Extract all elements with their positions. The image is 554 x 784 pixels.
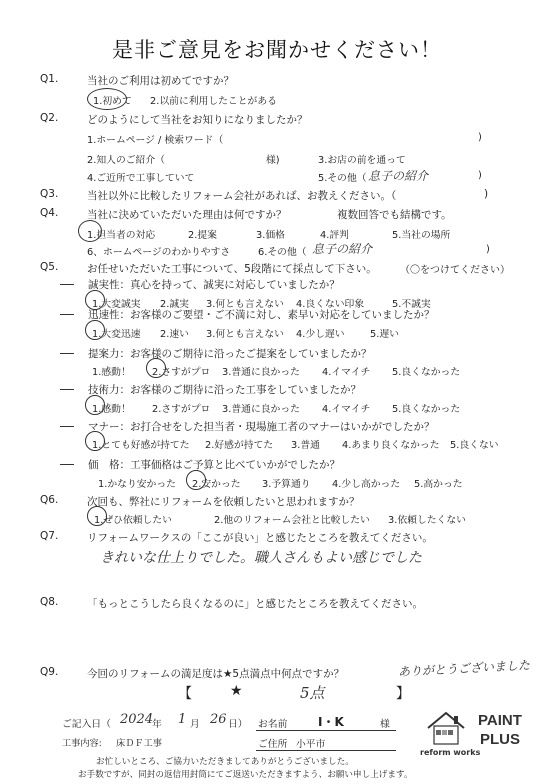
q5-item-2-answer-circle — [85, 320, 105, 340]
q4-option-3[interactable]: 3.価格 — [256, 230, 285, 241]
q2-option-2[interactable]: 2.知人のご紹介（ — [87, 155, 165, 166]
q5-bracket-4 — [60, 389, 74, 390]
q4-text: 当社に決めていただいた理由は何ですか？ — [87, 209, 287, 221]
q5-item-4-option-2[interactable]: 2.さすがプロ — [152, 404, 211, 415]
q3-close: ) — [484, 188, 489, 200]
q5-item-2-option-4[interactable]: 4.少し遅い — [296, 329, 345, 340]
date-year-unit: 年 — [152, 719, 162, 730]
q5-bracket-5 — [60, 426, 74, 427]
q6-number: Q6. — [40, 494, 59, 506]
q5-item-3-heading: 提案力：お客様のご期待に沿ったご提案をしていましたか？ — [88, 348, 372, 360]
q5-item-3-option-3[interactable]: 3.普通に良かった — [222, 367, 300, 378]
q9-text: 今回のリフォームの満足度は★5点満点中何点ですか？ — [87, 668, 345, 680]
date-year[interactable]: 2024 — [120, 712, 154, 727]
q5-item-5-option-4[interactable]: 4.あまり良くなかった — [342, 440, 440, 451]
q5-item-4-option-4[interactable]: 4.イマイチ — [322, 404, 371, 415]
q5-item-2-option-5[interactable]: 5.遅い — [370, 329, 399, 340]
footer-return-note: お手数ですが、同封の返信用封筒にてご返送いただきますよう、お願い申し上げます。 — [78, 770, 413, 780]
q5-item-1-heading: 誠実性：真心を持って、誠実に対応していましたか？ — [88, 279, 340, 291]
q5-item-5-answer-circle — [85, 431, 105, 451]
q1-option-1[interactable]: 1.初めて — [93, 96, 132, 107]
q4-note: 複数回答でも結構です。 — [337, 209, 452, 221]
q5-item-4-option-3[interactable]: 3.普通に良かった — [222, 404, 300, 415]
q1-option-2[interactable]: 2.以前に利用したことがある — [150, 96, 277, 107]
q5-text: お任せいただいた工事について、5段階にて採点して下さい。 — [87, 263, 377, 275]
q5-item-6-answer-circle — [186, 470, 206, 490]
q5-item-3-answer-circle — [146, 358, 166, 378]
q6-answer-circle — [87, 506, 107, 526]
q5-item-6-option-5[interactable]: 5.高かった — [414, 479, 463, 490]
q4-option-7-handwritten: 息子の紹介 — [312, 242, 373, 256]
q6-option-1[interactable]: 1.ぜひ依頼したい — [94, 515, 172, 526]
q3-number: Q3. — [40, 188, 59, 200]
work-label: 工事内容: — [62, 738, 102, 749]
q4-option-2[interactable]: 2.提案 — [188, 230, 217, 241]
q1-number: Q1. — [40, 73, 59, 85]
q5-item-4-heading: 技術力：お客様のご期待に沿った工事をしていましたか？ — [88, 384, 361, 396]
q5-number: Q5. — [40, 261, 59, 273]
q5-item-4-option-5[interactable]: 5.良くなかった — [392, 404, 461, 415]
q5-note: （〇をつけてください） — [400, 265, 510, 276]
q4-option-7[interactable]: 6.その他（ — [258, 247, 307, 258]
q8-number: Q8. — [40, 596, 59, 608]
q1-text: 当社のご利用は初めてですか？ — [87, 75, 234, 87]
date-month-unit: 月 — [190, 719, 200, 730]
plus-logo-text: PLUS — [480, 731, 521, 748]
house-logo-icon — [424, 708, 468, 748]
star-icon: ★ — [230, 683, 243, 699]
q2-number: Q2. — [40, 112, 59, 124]
q5-item-6-option-1[interactable]: 1.かなり安かった — [98, 479, 176, 490]
date-month[interactable]: 1 — [178, 712, 187, 727]
q9-bracket-left: 【 — [178, 686, 192, 702]
q4-option-4[interactable]: 4.評判 — [320, 230, 349, 241]
q5-bracket-1 — [60, 284, 74, 285]
paint-logo-text: PAINT — [478, 712, 522, 729]
q7-answer-handwritten: きれいな仕上りでした。職人さんもよい感じでした — [100, 550, 422, 566]
q5-item-5-option-2[interactable]: 2.好感が持てた — [205, 440, 274, 451]
date-label: ご記入日（ — [62, 719, 111, 730]
q4-option-5[interactable]: 5.当社の場所 — [392, 230, 451, 241]
q2-option-5[interactable]: 5.その他（ — [318, 173, 367, 184]
q5-item-6-option-3[interactable]: 3.予算通り — [262, 479, 311, 490]
address-label: ご住所 — [258, 739, 288, 750]
address-value[interactable]: 小平市 — [296, 739, 326, 750]
q5-item-1-option-5[interactable]: 5.不誠実 — [392, 299, 431, 310]
footer-thanks-note: お忙しいところ、ご協力いただきましてありがとうございました。 — [96, 757, 354, 767]
q9-bracket-right: 】 — [396, 686, 410, 702]
q5-bracket-6 — [60, 464, 74, 465]
q5-item-5-heading: マナー：お打合せをした担当者・現場施工者のマナーはいかがでしたか？ — [88, 421, 435, 433]
q7-number: Q7. — [40, 530, 59, 542]
q5-item-3-option-2[interactable]: 2.さすがプロ — [152, 367, 211, 378]
q9-thanks-handwritten: ありがとうございました — [397, 658, 531, 679]
q2-option-5-handwritten: 息子の紹介 — [368, 169, 429, 183]
q5-item-5-option-5[interactable]: 5.良くない — [450, 440, 499, 451]
date-day[interactable]: 26 — [210, 712, 227, 727]
q2-text: どのようにして当社をお知りになりましたか？ — [87, 114, 308, 126]
q5-item-2-heading: 迅速性：お客様のご要望・ご不満に対し、素早い対応をしていましたか？ — [88, 309, 435, 321]
q4-answer-circle — [78, 220, 102, 242]
q5-item-4-answer-circle — [85, 395, 105, 415]
q7-text: リフォームワークスの「ここが良い」と感じたところを教えてください。 — [87, 532, 433, 544]
q5-bracket-3 — [60, 353, 74, 354]
q2-option-4[interactable]: 4.ご近所で工事していて — [87, 173, 195, 184]
q5-item-4-option-1[interactable]: 1.感動！ — [92, 404, 131, 415]
q5-item-2-option-1[interactable]: 1.大変迅速 — [92, 329, 141, 340]
q5-item-3-option-4[interactable]: 4.イマイチ — [322, 367, 371, 378]
q2-option-2-suffix: 様) — [266, 155, 280, 166]
q5-item-5-option-1[interactable]: 1.とても好感が持てた — [92, 440, 190, 451]
q4-option-6[interactable]: 6、ホームページのわかりやすさ — [87, 247, 231, 258]
q5-item-5-option-3[interactable]: 3.普通 — [291, 440, 320, 451]
q5-item-2-option-3[interactable]: 3.何とも言えない — [206, 329, 284, 340]
q5-item-6-option-2[interactable]: 2.安かった — [192, 479, 241, 490]
q5-item-3-option-5[interactable]: 5.良くなかった — [392, 367, 461, 378]
q5-item-1-option-2[interactable]: 2.誠実 — [160, 299, 189, 310]
name-underline — [256, 730, 396, 731]
q5-bracket-2 — [60, 314, 74, 315]
customer-name[interactable]: I・K — [318, 715, 344, 729]
q6-option-3[interactable]: 3.依頼したくない — [388, 515, 466, 526]
work-content: 床ＤＦ工事 — [116, 738, 162, 749]
q6-text: 次回も、弊社にリフォームを依頼したいと思われますか？ — [87, 496, 360, 508]
q4-option-1[interactable]: 1.担当者の対応 — [87, 230, 156, 241]
q5-item-1-option-4[interactable]: 4.良くない印象 — [296, 299, 365, 310]
q4-option-7-close: ) — [486, 244, 490, 255]
name-label: お名前 — [258, 719, 288, 730]
q2-option-5-close: ) — [478, 170, 482, 181]
page-title: 是非ご意見をお聞かせください！ — [112, 38, 442, 62]
date-day-unit: 日） — [228, 719, 248, 730]
q5-item-2-option-2[interactable]: 2.速い — [160, 329, 189, 340]
q8-text: 「もっとこうしたら良くなるのに」と感じたところを教えてください。 — [87, 598, 423, 610]
q5-item-1-option-1[interactable]: 1.大変誠実 — [92, 299, 141, 310]
q9-score-handwritten: 5点 — [300, 684, 325, 702]
q5-item-1-option-3[interactable]: 3.何とも言えない — [206, 299, 284, 310]
q1-answer-circle — [87, 88, 127, 110]
q6-option-2[interactable]: 2.他のリフォーム会社と比較したい — [214, 515, 370, 526]
q4-number: Q4. — [40, 207, 59, 219]
q3-text: 当社以外に比較したリフォーム会社があれば、お教えください。（ — [87, 190, 397, 202]
reform-works-logo-text: reform works — [420, 748, 481, 757]
q2-option-3[interactable]: 3.お店の前を通って — [318, 155, 406, 166]
q9-number: Q9. — [40, 666, 59, 678]
q5-item-6-option-4[interactable]: 4.少し高かった — [332, 479, 401, 490]
q5-item-6-heading: 価 格：工事価格はご予算と比べていかがでしたか？ — [88, 459, 340, 471]
name-suffix: 様 — [380, 719, 390, 730]
q5-item-3-option-1[interactable]: 1.感動！ — [92, 367, 131, 378]
address-underline — [256, 750, 396, 751]
q2-option-1[interactable]: 1.ホームページ / 検索ワード（ — [87, 135, 224, 146]
q2-option-1-close: ) — [478, 132, 482, 143]
